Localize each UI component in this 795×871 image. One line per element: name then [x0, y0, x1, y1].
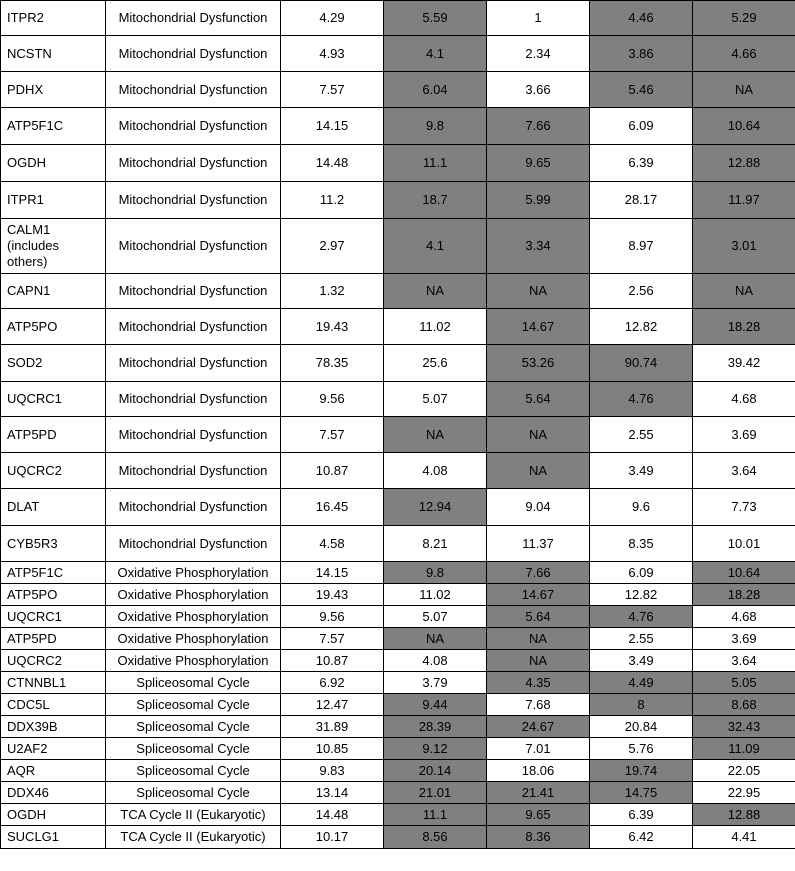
value-cell: 12.88 [693, 145, 795, 182]
value-cell: 7.66 [487, 562, 590, 584]
gene-cell: DDX39B [1, 716, 106, 738]
value-cell: 3.66 [487, 72, 590, 108]
value-cell: 9.12 [384, 738, 487, 760]
value-cell: 19.43 [281, 584, 384, 606]
value-cell: 6.09 [590, 108, 693, 145]
value-cell: NA [487, 417, 590, 453]
pathway-cell: Mitochondrial Dysfunction [106, 382, 281, 417]
value-cell: 4.58 [281, 526, 384, 562]
pathway-cell: Oxidative Phosphorylation [106, 606, 281, 628]
value-cell: 8.36 [487, 826, 590, 849]
gene-cell: ATP5F1C [1, 108, 106, 145]
value-cell: 3.86 [590, 36, 693, 72]
value-cell: 11.02 [384, 584, 487, 606]
value-cell: 90.74 [590, 345, 693, 382]
pathway-cell: Mitochondrial Dysfunction [106, 182, 281, 219]
gene-cell: ITPR2 [1, 1, 106, 36]
value-cell: 7.73 [693, 489, 795, 526]
value-cell: 39.42 [693, 345, 795, 382]
value-cell: 5.64 [487, 606, 590, 628]
table-row [1, 760, 795, 782]
pathway-cell: Mitochondrial Dysfunction [106, 145, 281, 182]
pathway-cell: Spliceosomal Cycle [106, 694, 281, 716]
value-cell: 12.82 [590, 584, 693, 606]
value-cell: 6.09 [590, 562, 693, 584]
value-cell: 3.79 [384, 672, 487, 694]
value-cell: 6.42 [590, 826, 693, 849]
gene-cell: UQCRC1 [1, 606, 106, 628]
value-cell: 4.08 [384, 453, 487, 489]
table-row [1, 219, 795, 274]
value-cell: 6.39 [590, 804, 693, 826]
table-row [1, 694, 795, 716]
value-cell: 9.56 [281, 382, 384, 417]
value-cell: 11.02 [384, 309, 487, 345]
value-cell: 11.2 [281, 182, 384, 219]
pathway-cell: Mitochondrial Dysfunction [106, 1, 281, 36]
pathway-cell: Mitochondrial Dysfunction [106, 417, 281, 453]
value-cell: 5.59 [384, 1, 487, 36]
value-cell: 5.05 [693, 672, 795, 694]
value-cell: 4.1 [384, 36, 487, 72]
value-cell: 32.43 [693, 716, 795, 738]
gene-cell: AQR [1, 760, 106, 782]
value-cell: 5.07 [384, 606, 487, 628]
value-cell: 53.26 [487, 345, 590, 382]
value-cell: 4.29 [281, 1, 384, 36]
gene-cell: CTNNBL1 [1, 672, 106, 694]
gene-cell: UQCRC2 [1, 650, 106, 672]
gene-cell: CALM1 (includes others) [1, 219, 106, 274]
value-cell: NA [384, 417, 487, 453]
value-cell: 28.39 [384, 716, 487, 738]
value-cell: 8.21 [384, 526, 487, 562]
value-cell: 18.7 [384, 182, 487, 219]
value-cell: 25.6 [384, 345, 487, 382]
gene-cell: DLAT [1, 489, 106, 526]
pathway-cell: Oxidative Phosphorylation [106, 584, 281, 606]
value-cell: 4.76 [590, 606, 693, 628]
value-cell: 4.35 [487, 672, 590, 694]
value-cell: NA [487, 453, 590, 489]
value-cell: 10.87 [281, 453, 384, 489]
value-cell: 4.41 [693, 826, 795, 849]
value-cell: 9.8 [384, 108, 487, 145]
value-cell: 12.47 [281, 694, 384, 716]
value-cell: 4.68 [693, 606, 795, 628]
gene-cell: DDX46 [1, 782, 106, 804]
table-row [1, 628, 795, 650]
value-cell: 20.84 [590, 716, 693, 738]
value-cell: 8.56 [384, 826, 487, 849]
value-cell: 18.28 [693, 309, 795, 345]
table-row [1, 72, 795, 108]
value-cell: 12.94 [384, 489, 487, 526]
value-cell: 9.44 [384, 694, 487, 716]
value-cell: 7.57 [281, 417, 384, 453]
pathway-cell: Spliceosomal Cycle [106, 782, 281, 804]
value-cell: 10.17 [281, 826, 384, 849]
value-cell: 1 [487, 1, 590, 36]
value-cell: 3.49 [590, 650, 693, 672]
pathway-cell: Mitochondrial Dysfunction [106, 108, 281, 145]
value-cell: 21.41 [487, 782, 590, 804]
table-row [1, 526, 795, 562]
pathway-cell: Spliceosomal Cycle [106, 760, 281, 782]
value-cell: NA [487, 628, 590, 650]
gene-cell: PDHX [1, 72, 106, 108]
value-cell: 4.49 [590, 672, 693, 694]
value-cell: 6.92 [281, 672, 384, 694]
value-cell: 6.39 [590, 145, 693, 182]
table-row [1, 382, 795, 417]
value-cell: 28.17 [590, 182, 693, 219]
value-cell: 8.35 [590, 526, 693, 562]
pathway-cell: Mitochondrial Dysfunction [106, 274, 281, 309]
value-cell: 4.76 [590, 382, 693, 417]
table-row [1, 417, 795, 453]
value-cell: 10.01 [693, 526, 795, 562]
value-cell: NA [384, 628, 487, 650]
value-cell: NA [487, 650, 590, 672]
value-cell: 14.48 [281, 804, 384, 826]
value-cell: 9.56 [281, 606, 384, 628]
gene-cell: U2AF2 [1, 738, 106, 760]
table-row [1, 606, 795, 628]
pathway-cell: Mitochondrial Dysfunction [106, 219, 281, 274]
table-row [1, 738, 795, 760]
value-cell: 9.04 [487, 489, 590, 526]
value-cell: 14.67 [487, 584, 590, 606]
value-cell: 21.01 [384, 782, 487, 804]
value-cell: 5.46 [590, 72, 693, 108]
value-cell: 14.67 [487, 309, 590, 345]
value-cell: 3.01 [693, 219, 795, 274]
value-cell: 4.66 [693, 36, 795, 72]
value-cell: 22.05 [693, 760, 795, 782]
gene-cell: OGDH [1, 804, 106, 826]
value-cell: 2.97 [281, 219, 384, 274]
value-cell: 2.56 [590, 274, 693, 309]
value-cell: 11.1 [384, 145, 487, 182]
value-cell: NA [693, 274, 795, 309]
value-cell: 11.1 [384, 804, 487, 826]
value-cell: 5.07 [384, 382, 487, 417]
pathway-cell: Spliceosomal Cycle [106, 738, 281, 760]
value-cell: 9.8 [384, 562, 487, 584]
value-cell: 11.09 [693, 738, 795, 760]
table-row [1, 1, 795, 36]
pathway-cell: Mitochondrial Dysfunction [106, 309, 281, 345]
value-cell: 6.04 [384, 72, 487, 108]
gene-cell: SOD2 [1, 345, 106, 382]
value-cell: 7.68 [487, 694, 590, 716]
gene-cell: CYB5R3 [1, 526, 106, 562]
value-cell: 31.89 [281, 716, 384, 738]
value-cell: 2.55 [590, 628, 693, 650]
table-row [1, 345, 795, 382]
value-cell: 12.88 [693, 804, 795, 826]
table-row [1, 108, 795, 145]
value-cell: 4.68 [693, 382, 795, 417]
value-cell: 5.99 [487, 182, 590, 219]
pathway-cell: Oxidative Phosphorylation [106, 628, 281, 650]
gene-cell: UQCRC2 [1, 453, 106, 489]
value-cell: NA [487, 274, 590, 309]
table-row [1, 562, 795, 584]
value-cell: 9.65 [487, 804, 590, 826]
table-row [1, 826, 795, 849]
value-cell: 3.64 [693, 453, 795, 489]
pathway-cell: Mitochondrial Dysfunction [106, 36, 281, 72]
value-cell: 14.48 [281, 145, 384, 182]
value-cell: 11.37 [487, 526, 590, 562]
gene-cell: OGDH [1, 145, 106, 182]
pathway-cell: Oxidative Phosphorylation [106, 562, 281, 584]
value-cell: 8.68 [693, 694, 795, 716]
table-row [1, 36, 795, 72]
value-cell: 2.34 [487, 36, 590, 72]
table-body [1, 1, 795, 849]
gene-cell: ATP5PO [1, 309, 106, 345]
value-cell: 7.01 [487, 738, 590, 760]
pathway-cell: Mitochondrial Dysfunction [106, 72, 281, 108]
value-cell: 10.87 [281, 650, 384, 672]
table-row [1, 650, 795, 672]
gene-cell: ATP5PD [1, 628, 106, 650]
value-cell: 14.15 [281, 108, 384, 145]
value-cell: 8.97 [590, 219, 693, 274]
table-row [1, 489, 795, 526]
value-cell: 4.93 [281, 36, 384, 72]
gene-cell: ATP5F1C [1, 562, 106, 584]
pathway-cell: Spliceosomal Cycle [106, 716, 281, 738]
value-cell: 22.95 [693, 782, 795, 804]
value-cell: 24.67 [487, 716, 590, 738]
table-row [1, 672, 795, 694]
gene-cell: ATP5PD [1, 417, 106, 453]
value-cell: 4.08 [384, 650, 487, 672]
value-cell: 10.64 [693, 108, 795, 145]
value-cell: 3.69 [693, 417, 795, 453]
value-cell: 1.32 [281, 274, 384, 309]
value-cell: 3.49 [590, 453, 693, 489]
value-cell: 10.85 [281, 738, 384, 760]
value-cell: 78.35 [281, 345, 384, 382]
value-cell: 20.14 [384, 760, 487, 782]
pathway-cell: Mitochondrial Dysfunction [106, 526, 281, 562]
pathway-cell: Mitochondrial Dysfunction [106, 489, 281, 526]
value-cell: 19.43 [281, 309, 384, 345]
table-row [1, 782, 795, 804]
table-row [1, 716, 795, 738]
pathway-cell: Oxidative Phosphorylation [106, 650, 281, 672]
gene-cell: ITPR1 [1, 182, 106, 219]
value-cell: NA [384, 274, 487, 309]
value-cell: 16.45 [281, 489, 384, 526]
pathway-cell: Mitochondrial Dysfunction [106, 453, 281, 489]
value-cell: 9.65 [487, 145, 590, 182]
table-row [1, 453, 795, 489]
value-cell: 18.06 [487, 760, 590, 782]
value-cell: 7.66 [487, 108, 590, 145]
value-cell: 2.55 [590, 417, 693, 453]
table-row [1, 584, 795, 606]
pathway-cell: Spliceosomal Cycle [106, 672, 281, 694]
value-cell: 19.74 [590, 760, 693, 782]
table-row [1, 182, 795, 219]
value-cell: 8 [590, 694, 693, 716]
gene-cell: CAPN1 [1, 274, 106, 309]
value-cell: 4.1 [384, 219, 487, 274]
value-cell: 3.64 [693, 650, 795, 672]
table-row [1, 145, 795, 182]
value-cell: 11.97 [693, 182, 795, 219]
value-cell: 3.69 [693, 628, 795, 650]
gene-cell: UQCRC1 [1, 382, 106, 417]
value-cell: 18.28 [693, 584, 795, 606]
value-cell: 7.57 [281, 72, 384, 108]
value-cell: 14.75 [590, 782, 693, 804]
gene-cell: SUCLG1 [1, 826, 106, 849]
value-cell: 5.76 [590, 738, 693, 760]
pathway-cell: Mitochondrial Dysfunction [106, 345, 281, 382]
pathway-cell: TCA Cycle II (Eukaryotic) [106, 826, 281, 849]
gene-cell: CDC5L [1, 694, 106, 716]
value-cell: 10.64 [693, 562, 795, 584]
value-cell: 14.15 [281, 562, 384, 584]
table-row [1, 274, 795, 309]
value-cell: 3.34 [487, 219, 590, 274]
table-row [1, 309, 795, 345]
gene-cell: ATP5PO [1, 584, 106, 606]
value-cell: 5.29 [693, 1, 795, 36]
value-cell: 13.14 [281, 782, 384, 804]
value-cell: 12.82 [590, 309, 693, 345]
value-cell: 9.83 [281, 760, 384, 782]
value-cell: 9.6 [590, 489, 693, 526]
value-cell: NA [693, 72, 795, 108]
gene-cell: NCSTN [1, 36, 106, 72]
value-cell: 4.46 [590, 1, 693, 36]
table-row [1, 804, 795, 826]
value-cell: 5.64 [487, 382, 590, 417]
pathway-cell: TCA Cycle II (Eukaryotic) [106, 804, 281, 826]
value-cell: 7.57 [281, 628, 384, 650]
